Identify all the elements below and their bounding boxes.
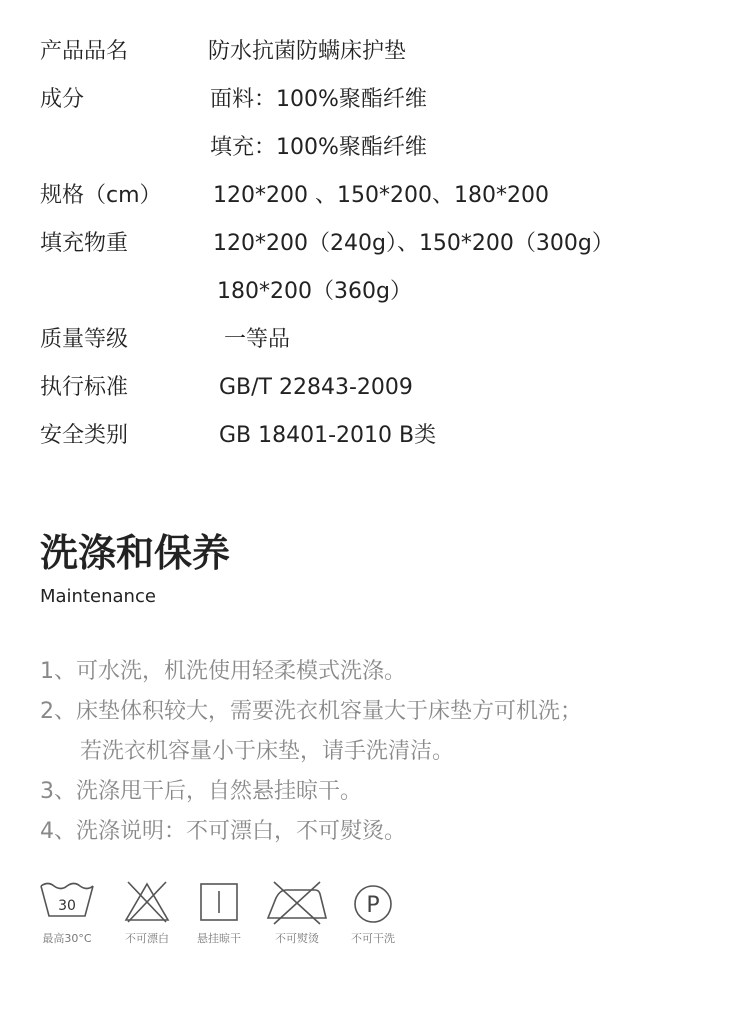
icon-caption: 悬挂晾干 (197, 932, 241, 945)
no-bleach-icon (122, 878, 172, 926)
spec-table (40, 28, 720, 460)
spec-label: 填充物重 (40, 231, 129, 256)
maintenance-title: 洗涤和保养 (40, 531, 231, 575)
spec-row-product-name (40, 28, 720, 76)
line-dry-icon (194, 878, 244, 926)
no-iron-icon (264, 878, 330, 926)
icon-caption: 不可熨烫 (275, 932, 319, 945)
spec-label: 执行标准 (40, 375, 129, 400)
spec-value: 填充：100%聚酯纤维 (210, 135, 427, 160)
spec-label: 安全类别 (40, 423, 129, 448)
spec-value: 120*200（240g）、150*200（300g） (213, 231, 614, 256)
care-line: 3、洗涤甩干后，自然悬挂晾干。 (40, 779, 362, 804)
care-symbol-no-iron (262, 878, 332, 946)
care-line: 1、可水洗，机洗使用轻柔模式洗涤。 (40, 659, 406, 684)
care-line: 若洗衣机容量小于床垫，请手洗清洁。 (80, 739, 455, 764)
maintenance-subtitle: Maintenance (40, 586, 156, 607)
icon-caption: 最高30°C (42, 932, 92, 945)
spec-value: GB 18401-2010 B类 (219, 423, 437, 448)
icon-caption: 不可干洗 (351, 932, 395, 945)
spec-value: 防水抗菌防螨床护垫 (208, 39, 407, 64)
wash-30-icon (37, 878, 97, 926)
spec-label: 规格（cm） (40, 183, 162, 208)
spec-value: GB/T 22843-2009 (219, 375, 413, 400)
spec-value: 120*200 、150*200、180*200 (213, 183, 549, 208)
spec-row-quality-grade (40, 316, 720, 364)
spec-row-size (40, 172, 720, 220)
spec-label: 产品品名 (40, 39, 129, 64)
no-dry-clean-icon (348, 878, 398, 926)
spec-label: 质量等级 (40, 327, 129, 352)
spec-value: 180*200（360g） (217, 279, 412, 304)
care-symbols (36, 878, 436, 958)
care-symbol-wash-30 (36, 878, 98, 946)
spec-value: 一等品 (224, 327, 291, 352)
care-line: 2、床垫体积较大，需要洗衣机容量大于床垫方可机洗； (40, 699, 582, 724)
care-line: 4、洗涤说明：不可漂白，不可熨烫。 (40, 819, 406, 844)
spec-row-composition (40, 76, 720, 124)
dry-clean-letter: P (366, 893, 380, 918)
spec-row-filling-weight-cont (40, 268, 720, 316)
spec-row-filling-weight (40, 220, 720, 268)
spec-value: 面料：100%聚酯纤维 (210, 87, 427, 112)
spec-row-safety-category (40, 412, 720, 460)
care-symbol-no-bleach (120, 878, 174, 946)
spec-label: 成分 (40, 87, 85, 112)
spec-row-standard (40, 364, 720, 412)
care-instructions (40, 652, 730, 852)
spec-row-filling-composition (40, 124, 720, 172)
icon-caption: 不可漂白 (125, 932, 169, 945)
wash-temperature-text: 30 (58, 898, 76, 914)
care-symbol-line-dry (192, 878, 246, 946)
care-symbol-no-dry-clean (346, 878, 400, 946)
